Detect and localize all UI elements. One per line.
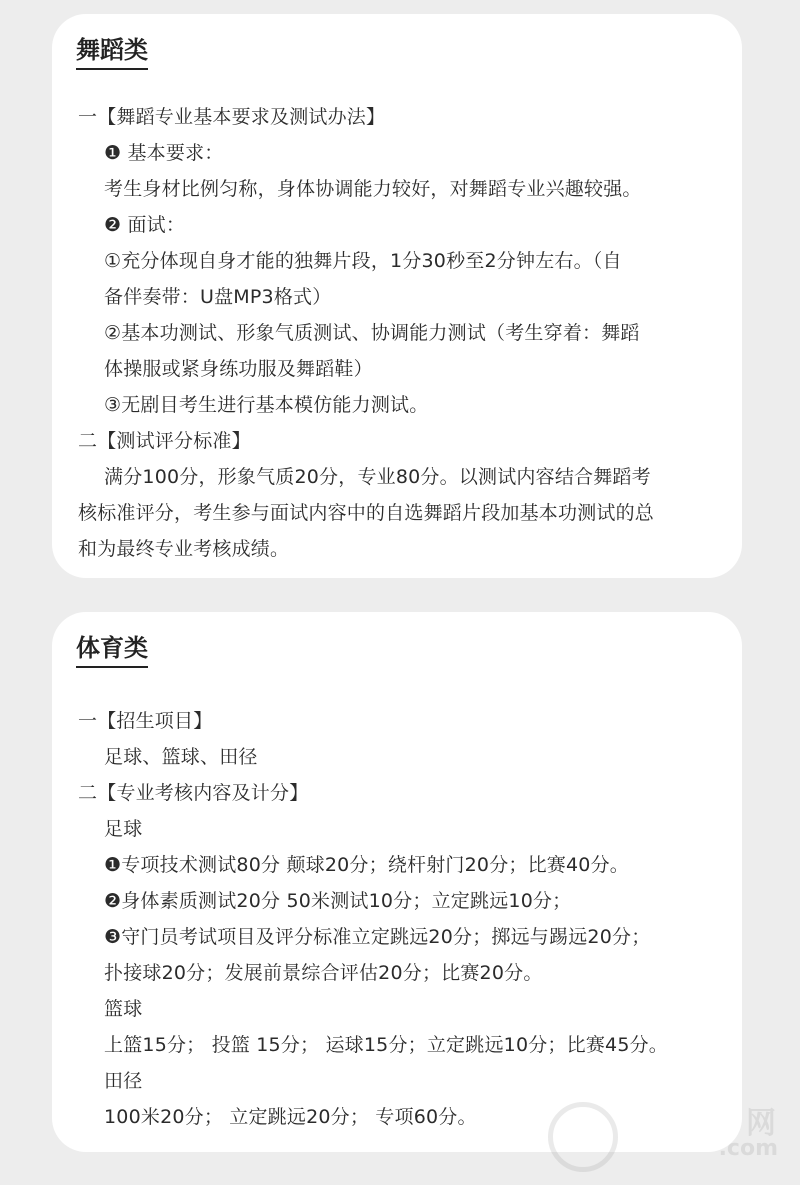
- dance-scoring-text-3: 和为最终专业考核成绩。: [78, 538, 290, 560]
- dance-card: [52, 14, 742, 578]
- dance-basic-requirement-label: ❶ 基本要求：: [104, 142, 224, 164]
- dance-interview-item-1: ①充分体现自身才能的独舞片段，1分30秒至2分钟左右。（自: [104, 250, 622, 272]
- sports-track-label: 田径: [104, 1070, 143, 1092]
- dance-interview-item-3: ③无剧目考生进行基本模仿能力测试。: [104, 394, 429, 416]
- dance-heading-requirements: 一【舞蹈专业基本要求及测试办法】: [78, 106, 386, 128]
- dance-basic-requirement-text: 考生身材比例匀称，身体协调能力较好，对舞蹈专业兴趣较强。: [104, 178, 642, 200]
- sports-card: [52, 612, 742, 1152]
- sports-track-items: 100米20分； 立定跳远20分； 专项60分。: [104, 1106, 477, 1128]
- sports-heading-programs: 一【招生项目】: [78, 710, 213, 732]
- sports-basketball-items: 上篮15分； 投篮 15分； 运球15分；立定跳远10分；比赛45分。: [104, 1034, 669, 1056]
- dance-interview-label: ❷ 面试：: [104, 214, 186, 236]
- watermark-ring-icon: [548, 1102, 618, 1172]
- sports-heading-assessment: 二【专业考核内容及计分】: [78, 782, 309, 804]
- dance-scoring-text-2: 核标准评分，考生参与面试内容中的自选舞蹈片段加基本功测试的总: [78, 502, 655, 524]
- watermark-text: 网: [746, 1106, 778, 1141]
- watermark-logo: [538, 1094, 778, 1174]
- dance-interview-item-2: ②基本功测试、形象气质测试、协调能力测试（考生穿着：舞蹈: [104, 322, 640, 344]
- dance-section-title: 舞蹈类: [76, 32, 148, 70]
- sports-football-item-1: ❶专项技术测试80分 颠球20分；绕杆射门20分；比赛40分。: [104, 854, 629, 876]
- sports-football-label: 足球: [104, 818, 143, 840]
- dance-interview-item-1-cont: 备伴奏带：U盘MP3格式）: [104, 286, 332, 308]
- dance-scoring-text-1: 满分100分，形象气质20分，专业80分。以测试内容结合舞蹈考: [104, 466, 651, 488]
- dance-heading-scoring: 二【测试评分标准】: [78, 430, 251, 452]
- sports-football-item-3-cont: 扑接球20分；发展前景综合评估20分；比赛20分。: [104, 962, 543, 984]
- watermark-domain: .com: [718, 1136, 778, 1161]
- sports-football-item-2: ❷身体素质测试20分 50米测试10分；立定跳远10分；: [104, 890, 572, 912]
- sports-section-title: 体育类: [76, 630, 148, 668]
- sports-football-item-3: ❸守门员考试项目及评分标准立定跳远20分；掷远与踢远20分；: [104, 926, 651, 948]
- sports-basketball-label: 篮球: [104, 998, 143, 1020]
- dance-interview-item-2-cont: 体操服或紧身练功服及舞蹈鞋）: [104, 358, 373, 380]
- sports-programs-list: 足球、篮球、田径: [104, 746, 258, 768]
